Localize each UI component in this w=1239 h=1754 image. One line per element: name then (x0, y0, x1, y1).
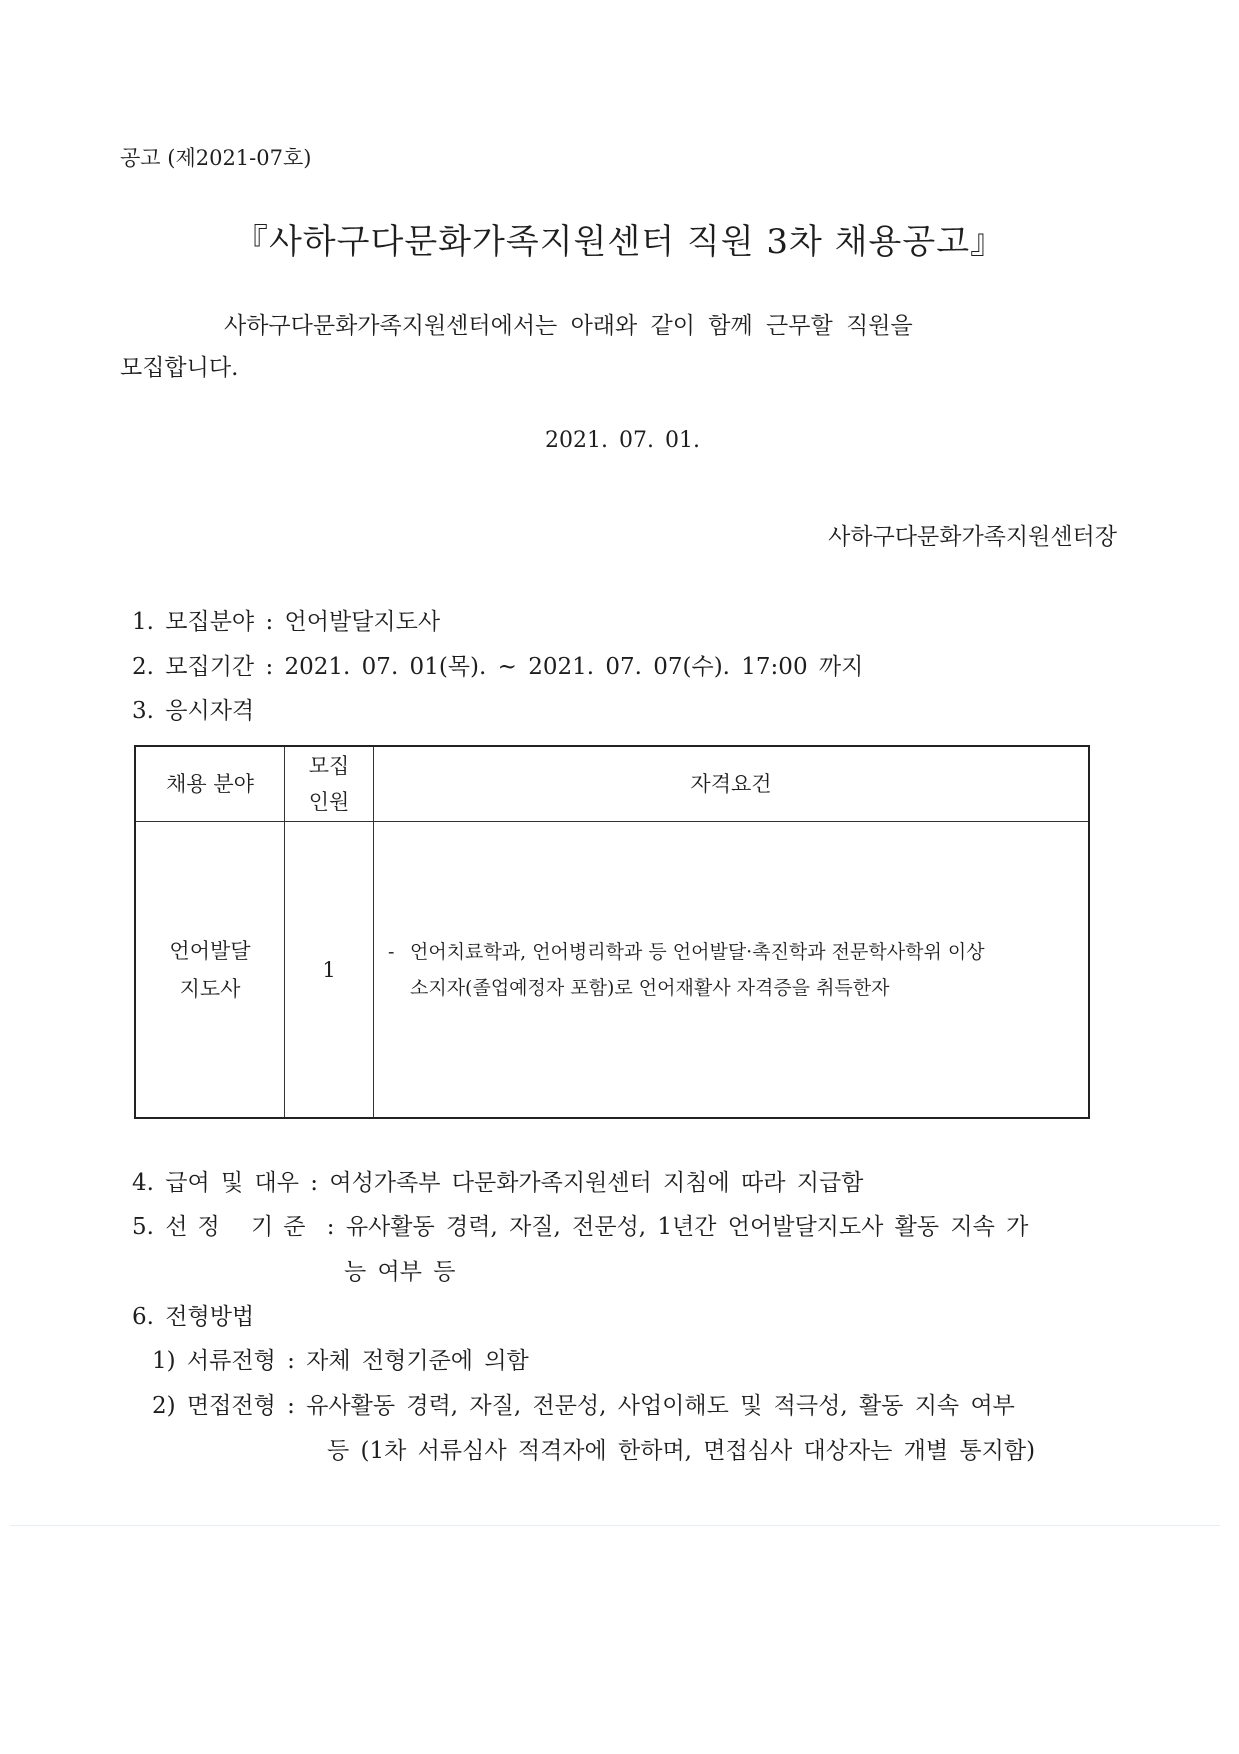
item-separator: : (265, 654, 274, 680)
item-value: 여성가족부 다문화가족지원센터 지침에 따라 지급함 (329, 1170, 864, 1196)
item-value: 2021. 07. 01(목). ~ 2021. 07. 07(수). 17:00 까지 (284, 654, 864, 680)
item-label: 전형방법 (165, 1304, 255, 1330)
method-step-document (152, 1342, 529, 1375)
cell-count: 1 (285, 822, 374, 1119)
item-recruit-field (132, 603, 440, 636)
item-separator: : (310, 1170, 319, 1196)
divider (10, 1525, 1220, 1526)
item-label: 모집분야 (165, 609, 255, 635)
item-number: 6. (132, 1304, 154, 1330)
step-value: 유사활동 경력, 자질, 전문성, 사업이해도 및 적극성, 활동 지속 여부 (306, 1393, 1015, 1419)
item-label: 응시자격 (165, 698, 255, 724)
cell-requirements: - 언어치료학과, 언어병리학과 등 언어발달·촉진학과 전문학사학위 이상 소지자(졸업예정자 포함)로 언어재활사 자격증을 취득한자 (374, 822, 1090, 1119)
cell-field: 언어발달 지도사 (135, 822, 285, 1119)
item-number: 5. (132, 1214, 154, 1240)
method-step-interview (152, 1387, 1015, 1420)
table-header-row (135, 746, 1089, 822)
step-separator: : (287, 1393, 295, 1419)
item-label: 급여 및 대우 (165, 1170, 299, 1196)
qualification-table (134, 745, 1090, 1119)
intro-line-2: 모집합니다. (120, 355, 239, 381)
item-separator: : (265, 609, 274, 635)
page-title: 『사하구다문화가족지원센터 직원 3차 채용공고』 (233, 222, 1006, 262)
item-label: 모집기간 (165, 654, 255, 680)
item-label: 선정 기준 (165, 1214, 316, 1240)
item-criteria (132, 1208, 1028, 1241)
header-requirements: 자격요건 (374, 746, 1090, 822)
step-value: 자체 전형기준에 의함 (306, 1348, 529, 1374)
step-label: 면접전형 (186, 1393, 276, 1419)
issuer-name: 사하구다문화가족지원센터장 (828, 524, 1117, 550)
bullet-dash: - (388, 940, 395, 963)
step-number: 1) (152, 1348, 176, 1374)
item-method (132, 1298, 254, 1331)
item-number: 2. (132, 654, 154, 680)
header-field: 채용 분야 (135, 746, 285, 822)
item-number: 3. (132, 698, 154, 724)
item-number: 4. (132, 1170, 154, 1196)
intro-line-1: 사하구다문화가족지원센터에서는 아래와 같이 함께 근무할 직원을 (224, 313, 913, 339)
item-number: 1. (132, 609, 154, 635)
item-separator: : (326, 1214, 335, 1240)
item-recruit-period (132, 648, 863, 681)
item-criteria-continued: 능 여부 등 (344, 1259, 456, 1285)
notice-number: 공고 (제2021-07호) (120, 146, 312, 170)
item-qualification (132, 692, 254, 725)
item-value: 유사활동 경력, 자질, 전문성, 1년간 언어발달지도사 활동 지속 가 (345, 1214, 1029, 1240)
notice-date: 2021. 07. 01. (545, 428, 700, 453)
item-value: 언어발달지도사 (284, 609, 441, 635)
header-count: 모집 인원 (285, 746, 374, 822)
step-number: 2) (152, 1393, 176, 1419)
step-label: 서류전형 (186, 1348, 276, 1374)
item-salary (132, 1164, 863, 1197)
step-separator: : (287, 1348, 295, 1374)
method-step-interview-continued: 등 (1차 서류심사 적격자에 한하며, 면접심사 대상자는 개별 통지함) (327, 1438, 1036, 1464)
table-row (135, 822, 1089, 1119)
